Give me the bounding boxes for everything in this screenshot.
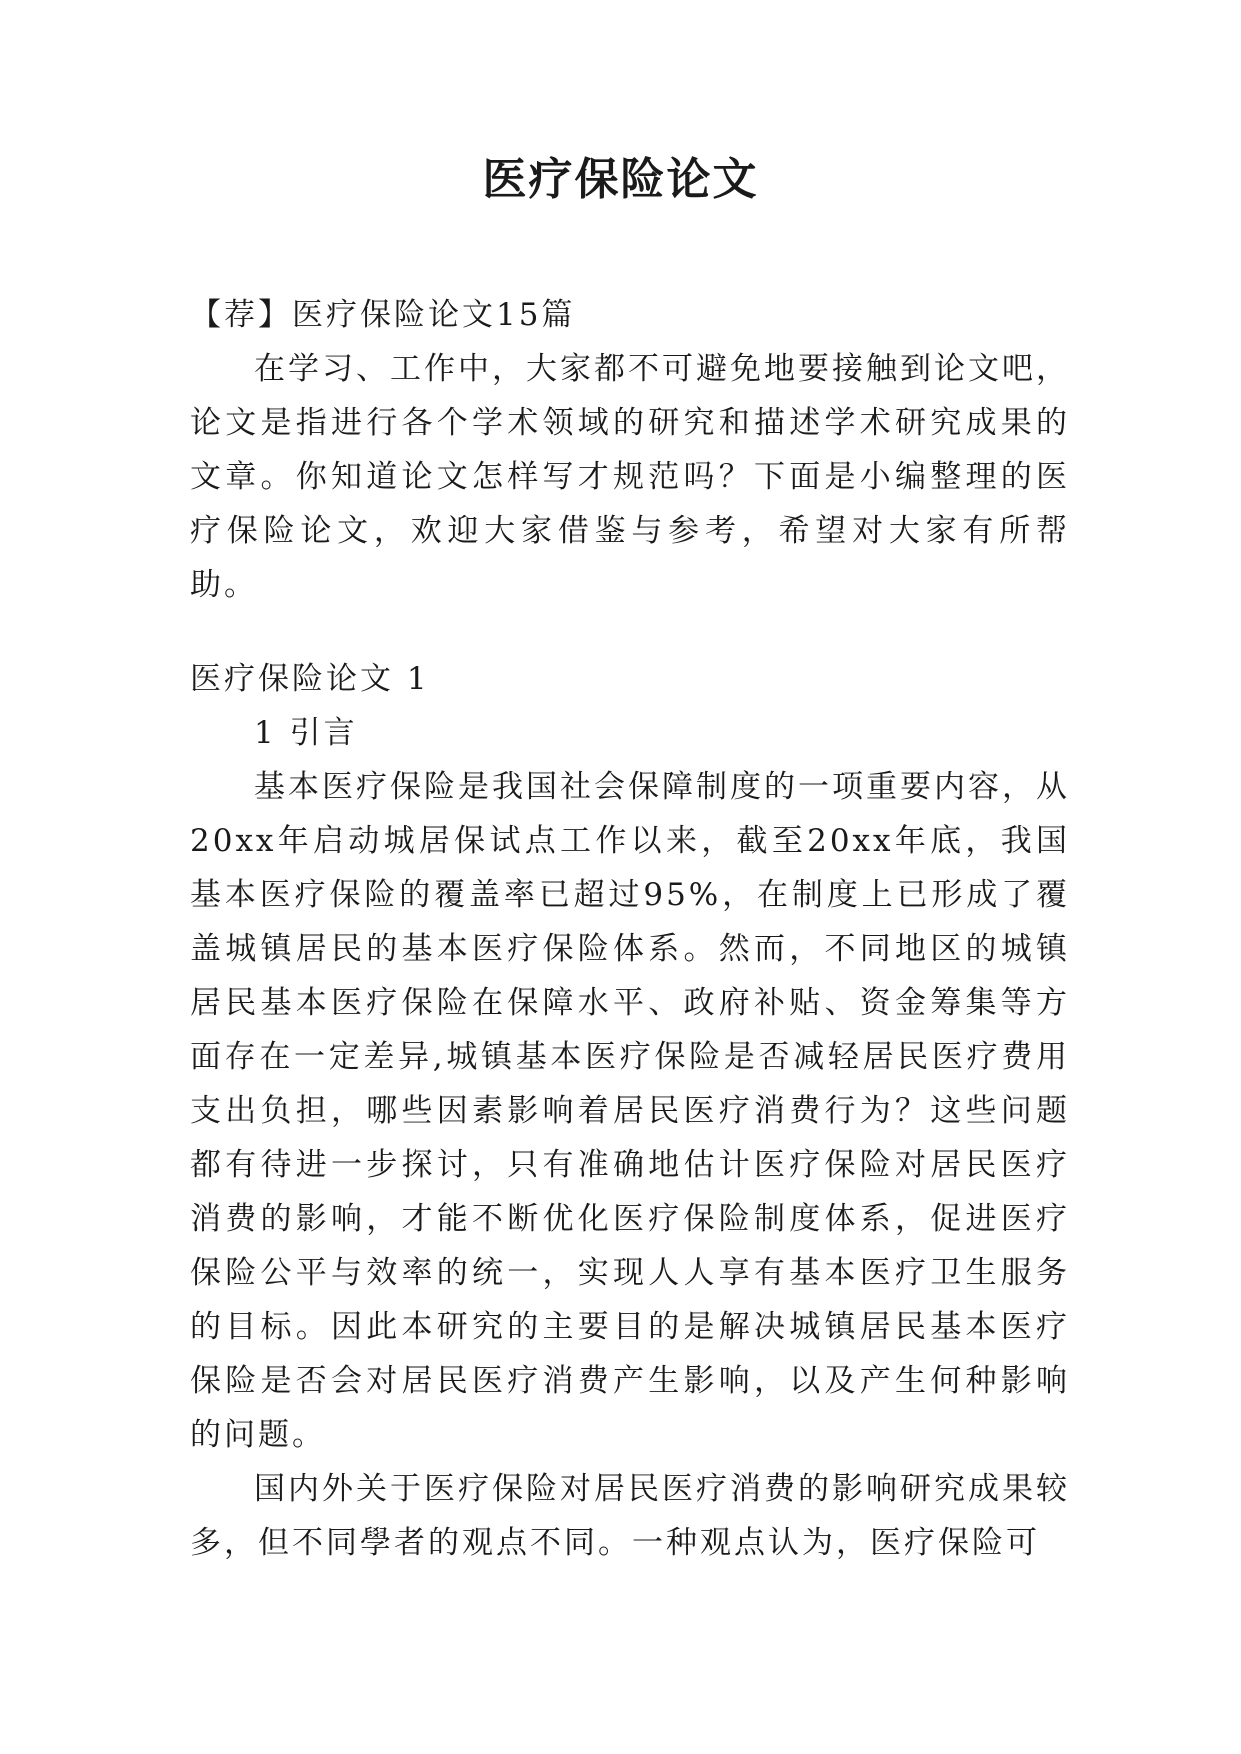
body-paragraph: 国内外关于医疗保险对居民医疗消费的影响研究成果较多，但不同學者的观点不同。一种观点认为，医疗保险可 bbox=[190, 1471, 1070, 1561]
subsection-heading: 1 引言 bbox=[254, 715, 358, 751]
document-subtitle: 【荐】医疗保险论文15篇 bbox=[190, 297, 576, 333]
body-paragraph: 基本医疗保险是我国社会保障制度的一项重要内容，从20xx年启动城居保试点工作以来，截至20xx年底，我国基本医疗保险的覆盖率已超过95%，在制度上已形成了覆盖城镇居民的基本医疗保险体系。然而，不同地区的城镇居民基本医疗保险在保障水平、政府补贴、资金筹集等方面存在一定差异,城镇基本医疗保险是否减轻居民医疗费用支出负担，哪些因素影响着居民医疗消费行为？这些问题都有待进一步探讨，只有准确地估计医疗保险对居民医疗消费的影响，才能不断优化医疗保险制度体系，促进医疗保险公平与效率的统一，实现人人享有基本医疗卫生服务的目标。因此本研究的主要目的是解决城镇居民基本医疗保险是否会对居民医疗消费产生影响，以及产生何种影响的问题。 bbox=[190, 769, 1070, 1453]
document-title: 医疗保险论文 bbox=[482, 154, 759, 205]
document-body bbox=[190, 288, 1070, 1570]
intro-paragraph: 在学习、工作中，大家都不可避免地要接触到论文吧，论文是指进行各个学术领域的研究和描述学术研究成果的文章。你知道论文怎样写才规范吗？下面是小编整理的医疗保险论文，欢迎大家借鉴与参考，希望对大家有所帮助。 bbox=[190, 351, 1070, 603]
section-heading: 医疗保险论文 1 bbox=[190, 661, 430, 697]
